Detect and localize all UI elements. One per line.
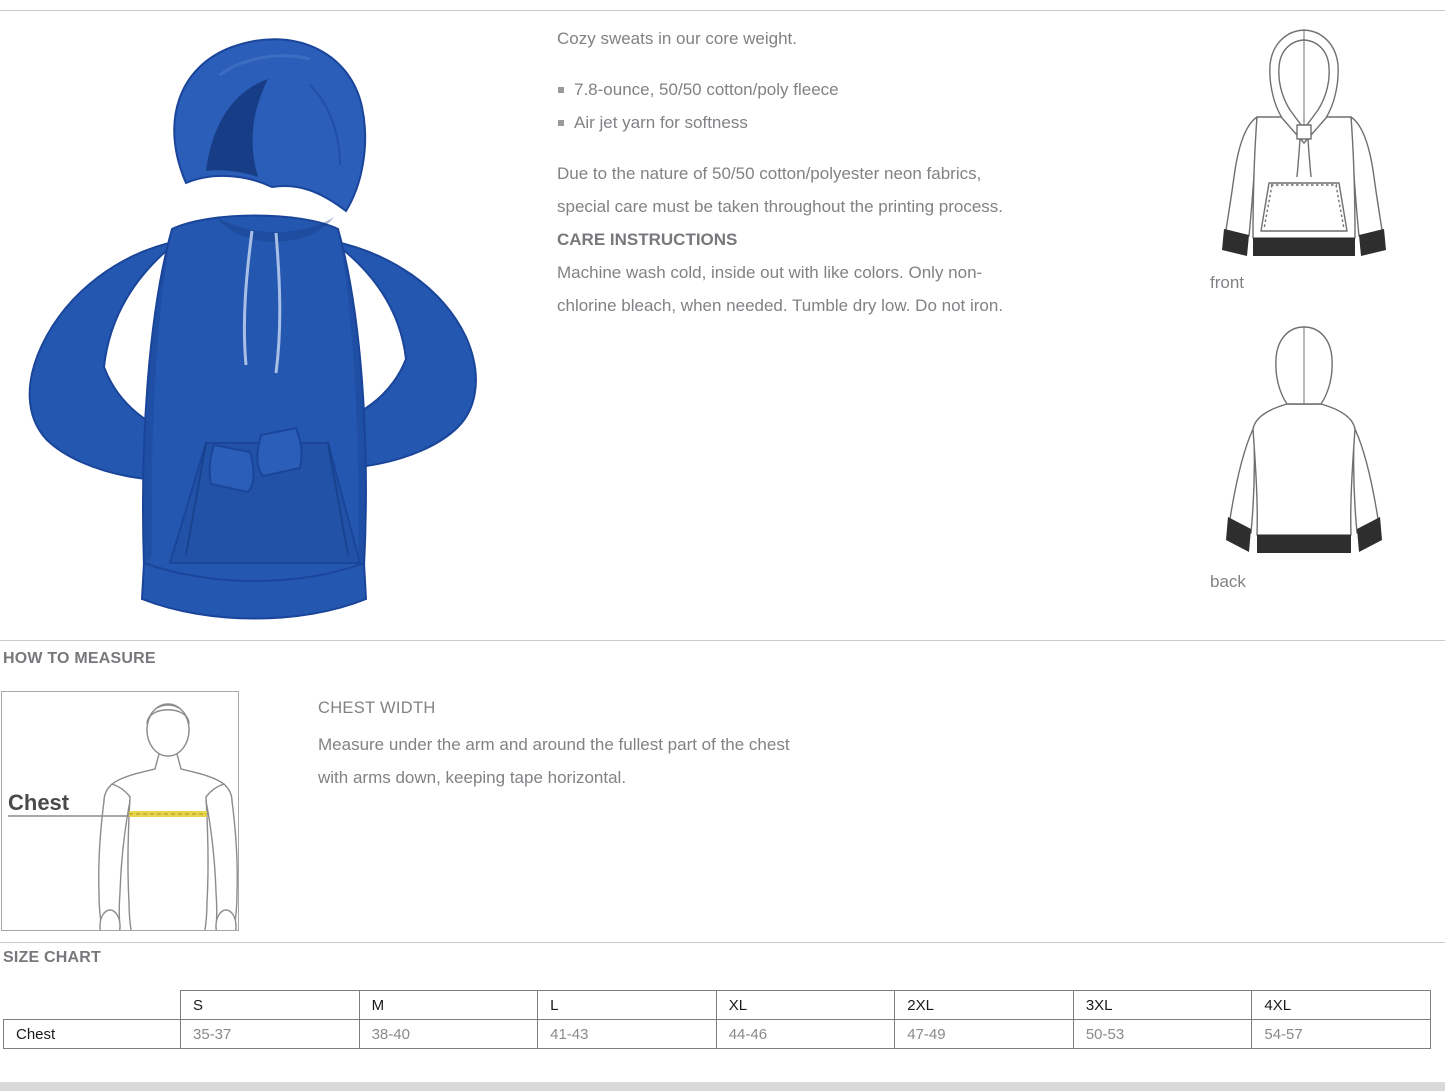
size-chart-header-row [4, 991, 1431, 1020]
chest-width-instructions: Measure under the arm and around the fullest part of the chest with arms down, keeping tape horizontal. [318, 735, 790, 787]
front-view-line-drawing [1208, 25, 1400, 270]
chest-value-cell: 54-57 [1252, 1020, 1431, 1049]
size-chart-heading: SIZE CHART [3, 949, 101, 966]
bottom-separator-bar [0, 1082, 1445, 1091]
printing-note-text: Due to the nature of 50/50 cotton/polyester neon fabrics, special care must be taken throughout the printing process. [557, 164, 1004, 216]
section-divider [0, 640, 1445, 641]
back-view-line-drawing [1208, 319, 1400, 569]
size-chart-corner-cell [4, 991, 181, 1020]
square-bullet-icon [558, 120, 564, 126]
size-chart-chest-row [4, 1020, 1431, 1049]
measure-instructions-block [318, 697, 823, 794]
product-view-thumbnails [1208, 25, 1400, 592]
chest-value-cell: 41-43 [538, 1020, 717, 1049]
care-instructions-heading: CARE INSTRUCTIONS [557, 230, 738, 249]
care-instructions-text: Machine wash cold, inside out with like colors. Only non-chlorine bleach, when needed. Tumble dry low. Do not iron. [557, 263, 1004, 315]
size-chart-table [3, 990, 1431, 1049]
size-column-header: 3XL [1073, 991, 1252, 1020]
section-divider [0, 942, 1445, 943]
front-view-label: front [1210, 273, 1245, 292]
size-column-header: M [359, 991, 538, 1020]
chest-diagram-label: Chest [8, 790, 70, 815]
measure-figure-diagram [2, 692, 238, 930]
feature-list [557, 73, 1029, 139]
back-view-label: back [1210, 572, 1246, 591]
size-column-header: XL [716, 991, 895, 1020]
size-column-header: 2XL [895, 991, 1074, 1020]
size-column-header: S [181, 991, 360, 1020]
size-column-header: 4XL [1252, 991, 1431, 1020]
chest-value-cell: 35-37 [181, 1020, 360, 1049]
chest-width-title: CHEST WIDTH [318, 699, 436, 717]
chest-value-cell: 38-40 [359, 1020, 538, 1049]
product-photo-hoodie [10, 15, 500, 635]
measure-diagram-panel [1, 691, 239, 931]
hoodie-photo-illustration [10, 15, 500, 635]
size-column-header: L [538, 991, 717, 1020]
feature-item [557, 73, 1029, 106]
product-description [557, 22, 1029, 322]
front-view-thumbnail [1208, 25, 1400, 293]
how-to-measure-heading: HOW TO MEASURE [3, 650, 156, 667]
square-bullet-icon [558, 87, 564, 93]
chest-value-cell: 50-53 [1073, 1020, 1252, 1049]
chest-value-cell: 47-49 [895, 1020, 1074, 1049]
feature-item-label: 7.8-ounce, 50/50 cotton/poly fleece [574, 80, 839, 99]
feature-item-label: Air jet yarn for softness [574, 113, 748, 132]
top-divider [0, 10, 1445, 11]
feature-item [557, 106, 1029, 139]
chest-row-label: Chest [4, 1020, 181, 1049]
chest-value-cell: 44-46 [716, 1020, 895, 1049]
back-view-thumbnail [1208, 319, 1400, 592]
product-intro-text: Cozy sweats in our core weight. [557, 29, 797, 48]
